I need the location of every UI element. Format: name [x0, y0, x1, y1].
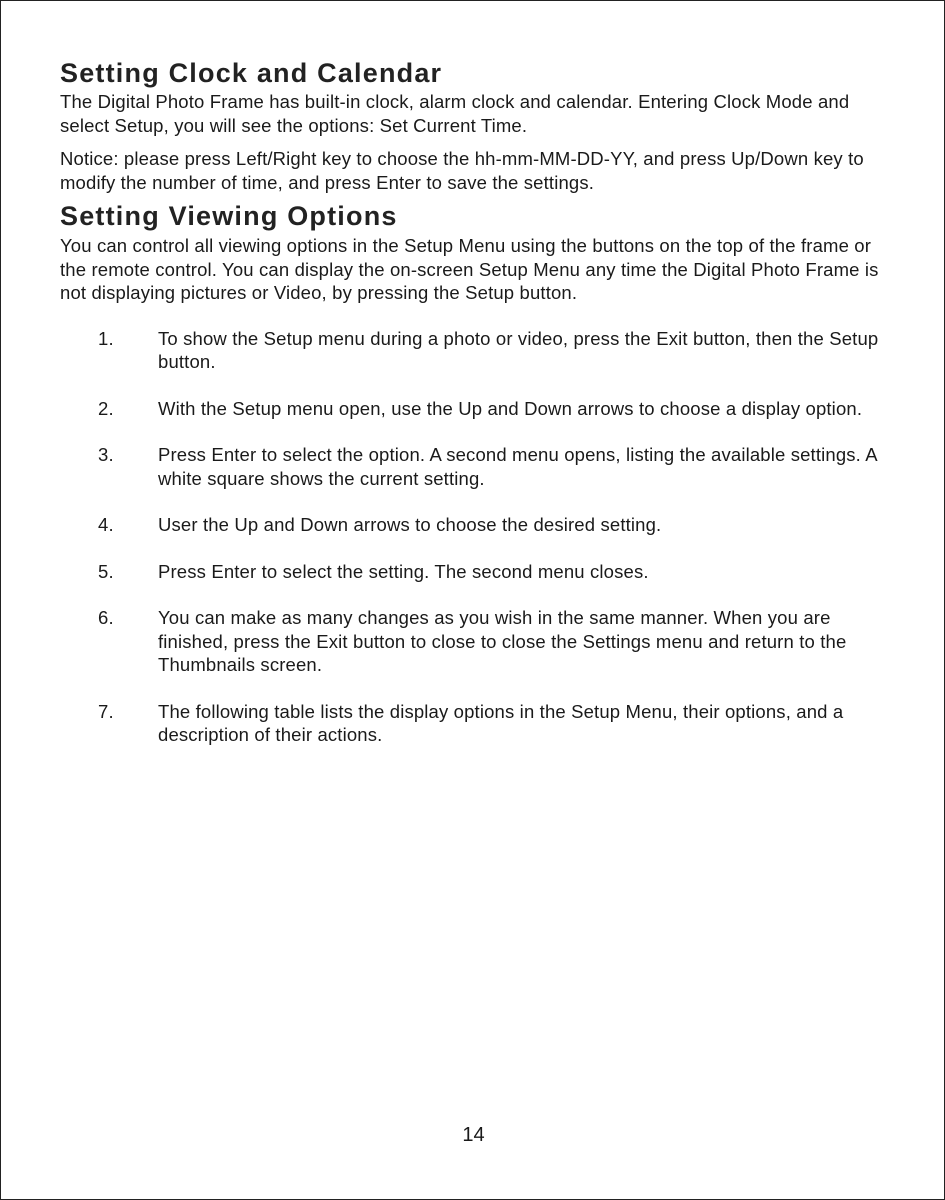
page-number: 14 [462, 1124, 485, 1146]
list-item [60, 443, 890, 490]
step-text: To show the Setup menu during a photo or video, press the Exit button, then the Setup button. [158, 327, 879, 372]
clock-intro-paragraph: The Digital Photo Frame has built-in clock, alarm clock and calendar. Entering Clock Mode and select Setup, you will see the options: Set Current Time. [60, 91, 850, 136]
step-number: 3. [98, 444, 114, 465]
step-number: 2. [98, 397, 114, 419]
clock-calendar-heading: Setting Clock and Calendar [60, 58, 443, 88]
step-number: 4. [98, 514, 114, 535]
step-number: 7. [98, 700, 114, 722]
step-text: The following table lists the display options in the Setup Menu, their options, and a description of their actions. [158, 700, 844, 745]
viewing-options-heading: Setting Viewing Options [60, 201, 398, 231]
list-item [60, 606, 890, 677]
step-text: Press Enter to select the setting. The second menu closes. [158, 560, 649, 582]
viewing-intro-paragraph: You can control all viewing options in the Setup Menu using the buttons on the top of the frame or the remote control. You can display the on-screen Setup Menu any time the Digital Photo Frame is not displaying pictures or Video, by pressing the Setup button. [60, 235, 879, 303]
setup-steps-list [60, 327, 890, 747]
list-item [60, 327, 890, 374]
step-text: You can make as many changes as you wish in the same manner. When you are finished, press the Exit button to close to close the Settings menu and return to the Thumbnails screen. [158, 607, 847, 675]
step-number: 5. [98, 560, 114, 582]
step-text: Press Enter to select the option. A second menu opens, listing the available settings. A white square shows the current setting. [158, 444, 877, 489]
list-item [60, 513, 890, 537]
step-text: With the Setup menu open, use the Up and Down arrows to choose a display option. [158, 397, 863, 419]
list-item [60, 700, 890, 747]
step-number: 6. [98, 607, 114, 628]
list-item [60, 397, 890, 421]
clock-notice-paragraph: Notice: please press Left/Right key to choose the hh-mm-MM-DD-YY, and press Up/Down key to modify the number of time, and press Enter to save the settings. [60, 148, 864, 193]
step-number: 1. [98, 327, 114, 349]
step-text: User the Up and Down arrows to choose the desired setting. [158, 514, 662, 535]
page-content [60, 57, 890, 770]
list-item [60, 560, 890, 584]
